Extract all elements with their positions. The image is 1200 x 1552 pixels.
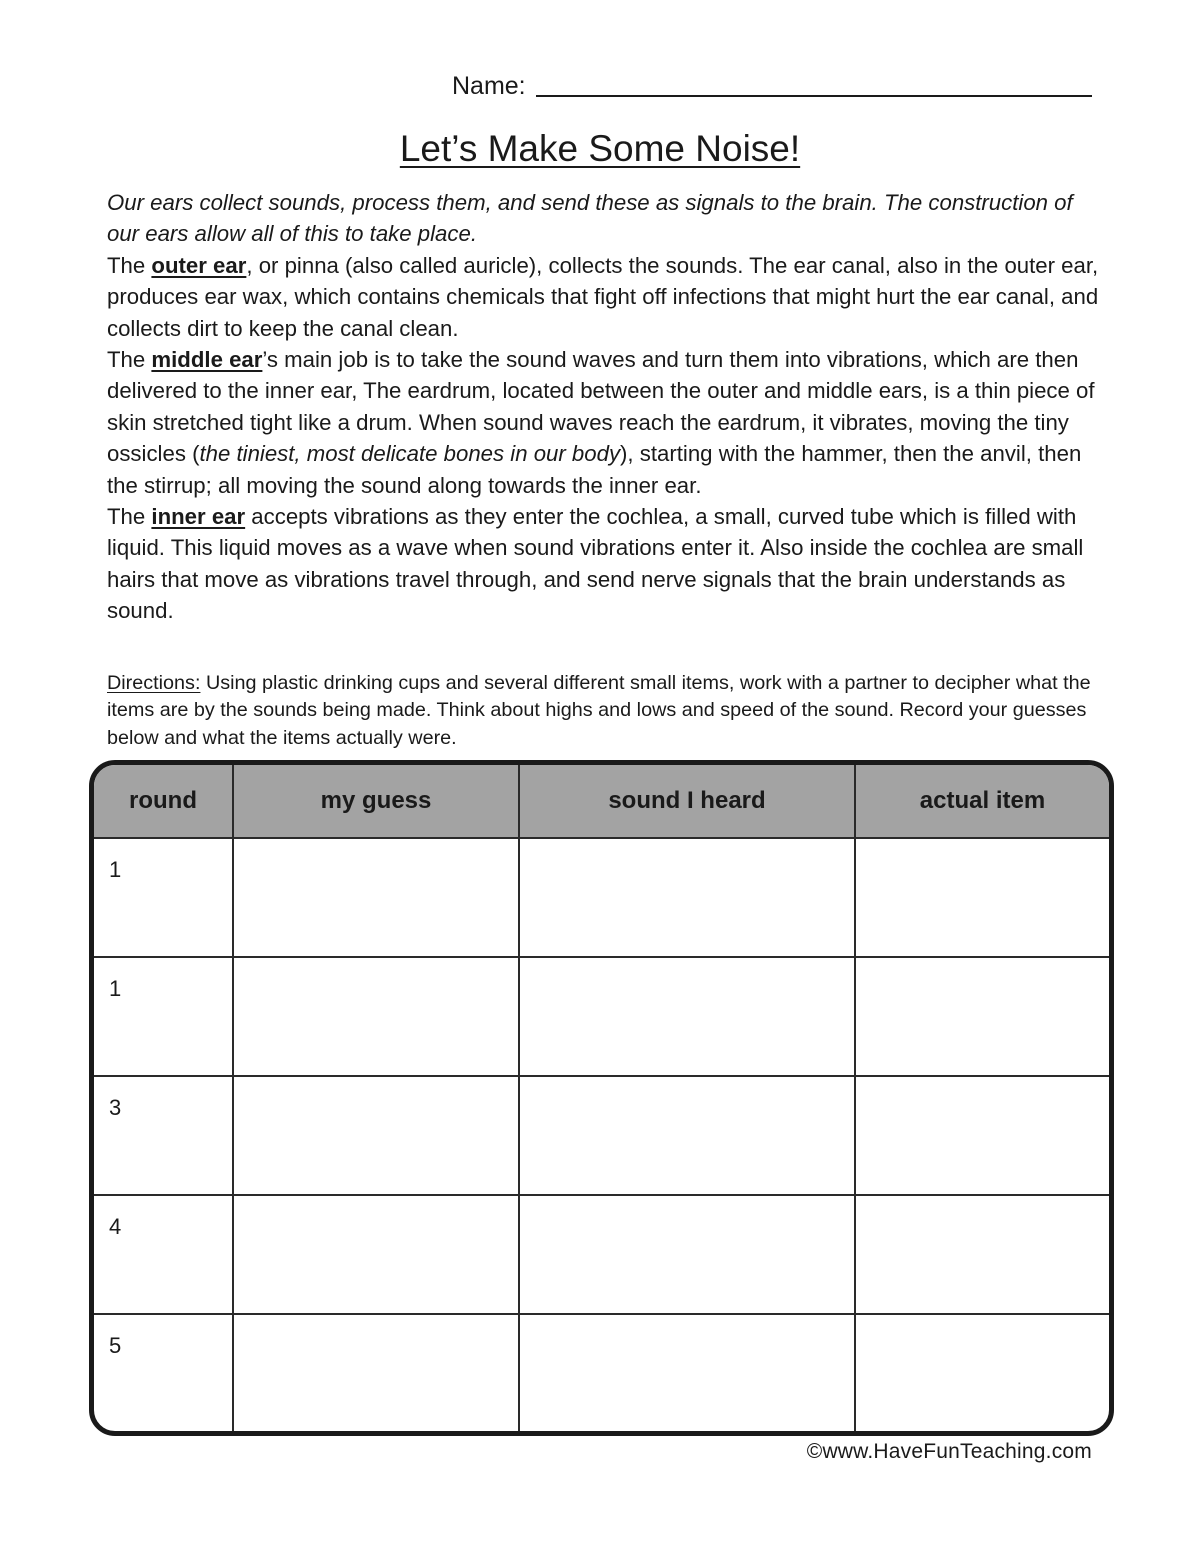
middle-ear-italic: the tiniest, most delicate bones in our body	[199, 441, 621, 467]
middle-ear-text: ’s main job is to take the sound waves and turn them into vibrations, which are then delivered to the inner ear, The eardrum, located between the outer and middle ears, is a thin piece of skin stretched tight like a drum. When sound waves reach the eardrum, it vibrates, moving the tiny ossicles (	[107, 347, 1095, 467]
my-guess-cell[interactable]	[233, 1195, 519, 1314]
table-row	[94, 838, 1109, 957]
middle-ear-term: middle ear	[151, 347, 263, 373]
outer-ear-paragraph	[107, 250, 1107, 344]
sound-heard-cell[interactable]	[519, 957, 855, 1076]
round-number: 3	[94, 1076, 233, 1195]
header-actual-item: actual item	[855, 765, 1109, 838]
header-sound-heard: sound I heard	[519, 765, 855, 838]
outer-ear-text: , or pinna (also called auricle), collects the sounds. The ear canal, also in the outer ear, produces ear wax, which contains chemicals that fight off infections that might hurt the ear canal, and collects dirt to keep the canal clean.	[107, 252, 1099, 341]
inner-ear-pre: The	[107, 504, 152, 530]
my-guess-cell[interactable]	[233, 838, 519, 957]
inner-ear-paragraph	[107, 501, 1107, 627]
copyright-footer: ©www.HaveFunTeaching.com	[806, 1440, 1092, 1463]
guess-table-grid	[94, 765, 1109, 1431]
inner-ear-text: accepts vibrations as they enter the cochlea, a small, curved tube which is filled with liquid. This liquid moves as a wave when sound vibrations enter it. Also inside the cochlea are small hairs that move as vibrations travel through, and send nerve signals that the brain understands as sound.	[107, 504, 1084, 624]
directions-text: Using plastic drinking cups and several different small items, work with a partner to decipher what the items are by the sounds being made. Think about highs and lows and speed of the sound. Record your guesses below and what the items actually were.	[107, 672, 1091, 749]
sound-heard-cell[interactable]	[519, 838, 855, 957]
directions	[107, 670, 1107, 752]
table-row	[94, 1314, 1109, 1431]
directions-label: Directions:	[107, 672, 201, 694]
table-header-row	[94, 765, 1109, 838]
my-guess-cell[interactable]	[233, 1076, 519, 1195]
name-label: Name:	[452, 72, 526, 100]
table-row	[94, 1076, 1109, 1195]
table-row	[94, 1195, 1109, 1314]
round-number: 5	[94, 1314, 233, 1431]
sound-heard-cell[interactable]	[519, 1076, 855, 1195]
actual-item-cell[interactable]	[855, 838, 1109, 957]
name-line[interactable]	[536, 95, 1092, 97]
table-row	[94, 957, 1109, 1076]
actual-item-cell[interactable]	[855, 1314, 1109, 1431]
header-round: round	[94, 765, 233, 838]
round-number: 1	[94, 838, 233, 957]
outer-ear-term: outer ear	[151, 252, 247, 278]
header-my-guess: my guess	[233, 765, 519, 838]
my-guess-cell[interactable]	[233, 1314, 519, 1431]
middle-ear-text-end: ), starting with the hammer, then the anvil, then the stirrup; all moving the sound along towards the inner ear.	[107, 441, 1082, 498]
inner-ear-term: inner ear	[151, 504, 246, 530]
round-number: 4	[94, 1195, 233, 1314]
actual-item-cell[interactable]	[855, 1195, 1109, 1314]
my-guess-cell[interactable]	[233, 957, 519, 1076]
sound-heard-cell[interactable]	[519, 1314, 855, 1431]
sound-heard-cell[interactable]	[519, 1195, 855, 1314]
middle-ear-pre: The	[107, 347, 152, 373]
guess-table	[89, 760, 1114, 1436]
name-field	[452, 72, 1092, 101]
outer-ear-pre: The	[107, 252, 152, 278]
intro-paragraph: Our ears collect sounds, process them, and send these as signals to the brain. The construction of our ears allow all of this to take place.	[107, 190, 1073, 247]
page-title: Let’s Make Some Noise!	[399, 128, 801, 169]
middle-ear-paragraph	[107, 344, 1107, 501]
actual-item-cell[interactable]	[855, 1076, 1109, 1195]
reading-passage	[107, 187, 1107, 627]
round-number: 1	[94, 957, 233, 1076]
actual-item-cell[interactable]	[855, 957, 1109, 1076]
